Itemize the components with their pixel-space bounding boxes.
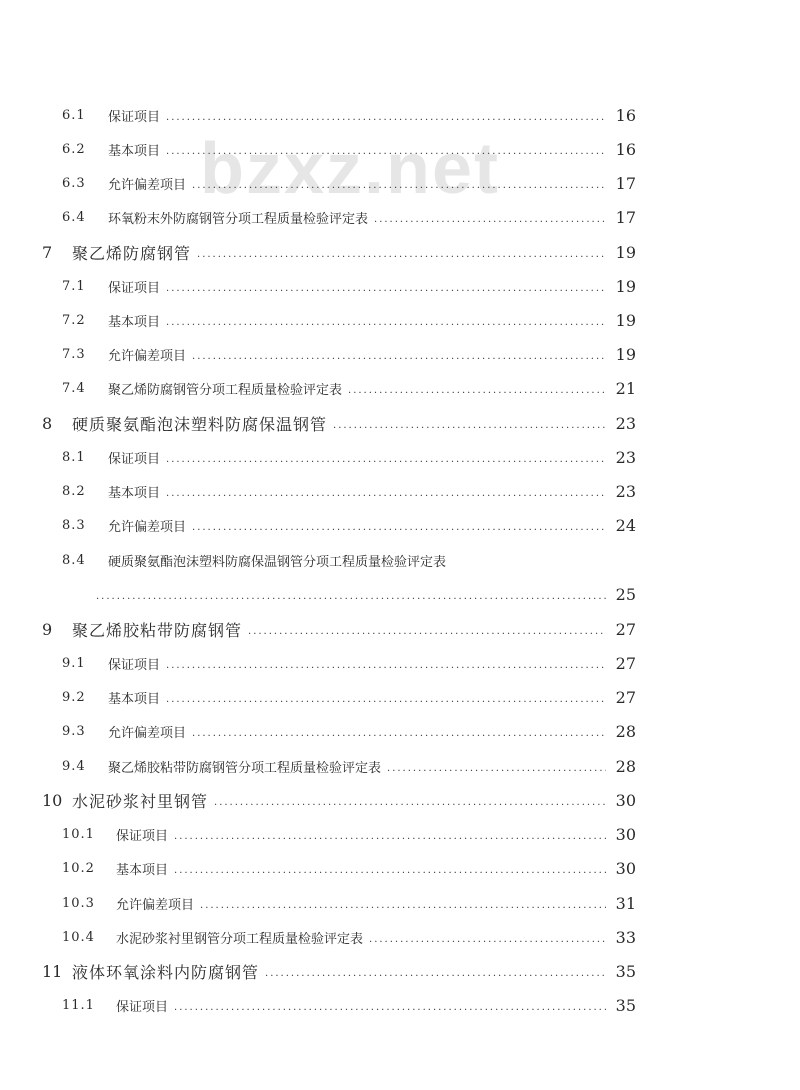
toc-page: 28: [615, 721, 636, 741]
toc-number: 8.1: [62, 449, 86, 465]
toc-title: 允许偏差项目: [116, 897, 195, 913]
toc-entry-10-2[interactable]: [62, 853, 636, 883]
dot-leader: [174, 831, 606, 842]
toc-entry-9-1[interactable]: [62, 648, 636, 678]
toc-title: 环氧粉末外防腐钢管分项工程质量检验评定表: [108, 211, 369, 227]
toc-entry-7-4[interactable]: [62, 373, 636, 403]
toc-entry-10-3[interactable]: [62, 888, 636, 918]
toc-title: 允许偏差项目: [108, 177, 187, 193]
toc-number: 9.4: [62, 758, 86, 774]
dot-leader: [369, 934, 606, 945]
dot-leader: [200, 900, 606, 911]
toc-entry-6-3[interactable]: [62, 168, 636, 198]
dot-leader: [166, 146, 606, 157]
toc-title: 保证项目: [116, 999, 169, 1015]
toc-number: 9.2: [62, 689, 86, 705]
toc-number: 10.4: [62, 929, 95, 945]
dot-leader: [166, 283, 606, 294]
toc-page: 19: [615, 344, 636, 364]
toc-page: 17: [615, 173, 636, 193]
toc-number: 8.3: [62, 517, 86, 533]
toc-entry-7-1[interactable]: [62, 271, 636, 301]
dot-leader: [214, 797, 606, 808]
toc-page: 30: [615, 790, 636, 810]
dot-leader: [333, 420, 606, 431]
dot-leader: [265, 968, 606, 979]
dot-leader: [96, 591, 606, 602]
toc-page: 30: [615, 824, 636, 844]
toc-title: 硬质聚氨酯泡沫塑料防腐保温钢管分项工程质量检验评定表: [108, 554, 447, 570]
toc-page: 19: [615, 276, 636, 296]
toc-page: 25: [615, 584, 636, 604]
toc-title: 基本项目: [108, 143, 161, 159]
toc-page: 19: [615, 310, 636, 330]
toc-number: 8.4: [62, 552, 86, 568]
dot-leader: [174, 865, 606, 876]
toc-page: 27: [615, 687, 636, 707]
toc-page: 27: [615, 653, 636, 673]
toc-number: 6.2: [62, 141, 86, 157]
toc-page: 28: [615, 756, 636, 776]
toc-number: 7.3: [62, 346, 86, 362]
toc-entry-8-1[interactable]: [62, 442, 636, 472]
toc-page: 27: [615, 619, 636, 639]
toc-number: 7.1: [62, 278, 86, 294]
toc-number: 8.2: [62, 483, 86, 499]
toc-title: 基本项目: [108, 485, 161, 501]
toc-title: 允许偏差项目: [108, 348, 187, 364]
toc-page: 23: [615, 481, 636, 501]
dot-leader: [248, 626, 606, 637]
toc-number: 10.2: [62, 860, 95, 876]
toc-chapter-8[interactable]: [42, 408, 636, 438]
toc-title: 聚乙烯胶粘带防腐钢管分项工程质量检验评定表: [108, 760, 382, 776]
toc-title: 硬质聚氨酯泡沫塑料防腐保温钢管: [72, 414, 328, 434]
toc-entry-8-4-continuation[interactable]: [96, 579, 636, 609]
toc-number: 7: [42, 242, 53, 262]
toc-entry-8-3[interactable]: [62, 510, 636, 540]
toc-number: 9.1: [62, 655, 86, 671]
toc-title: 保证项目: [108, 109, 161, 125]
toc-entry-11-1[interactable]: [62, 990, 636, 1020]
dot-leader: [166, 112, 606, 123]
toc-page: 35: [615, 961, 636, 981]
toc-entry-9-2[interactable]: [62, 682, 636, 712]
toc-title: 允许偏差项目: [108, 519, 187, 535]
toc-page: 24: [615, 515, 636, 535]
toc-entry-6-1[interactable]: [62, 100, 636, 130]
toc-entry-9-3[interactable]: [62, 716, 636, 746]
dot-leader: [166, 317, 606, 328]
toc-title: 液体环氧涂料内防腐钢管: [72, 962, 260, 982]
toc-number: 8: [42, 413, 53, 433]
toc-entry-8-2[interactable]: [62, 476, 636, 506]
toc-entry-6-4[interactable]: [62, 202, 636, 232]
toc-chapter-10[interactable]: [42, 785, 636, 815]
toc-entry-9-4[interactable]: [62, 751, 636, 781]
dot-leader: [166, 488, 606, 499]
toc-title: 基本项目: [108, 691, 161, 707]
toc-title: 水泥砂浆衬里钢管分项工程质量检验评定表: [116, 931, 364, 947]
toc-title: 保证项目: [108, 657, 161, 673]
toc-title: 水泥砂浆衬里钢管: [72, 791, 209, 811]
toc-entry-10-4[interactable]: [62, 922, 636, 952]
toc-title: 保证项目: [108, 280, 161, 296]
toc-number: 10: [42, 790, 63, 810]
toc-entry-8-4[interactable]: [62, 545, 636, 575]
dot-leader: [387, 763, 606, 774]
toc-page: 17: [615, 207, 636, 227]
dot-leader: [166, 454, 606, 465]
toc-page: 35: [615, 995, 636, 1015]
dot-leader: [348, 385, 606, 396]
toc-page: 31: [615, 893, 636, 913]
toc-title: 聚乙烯防腐钢管分项工程质量检验评定表: [108, 382, 343, 398]
toc-number: 10.3: [62, 895, 95, 911]
toc-number: 10.1: [62, 826, 95, 842]
dot-leader: [166, 694, 606, 705]
toc-number: 9.3: [62, 723, 86, 739]
dot-leader: [192, 522, 606, 533]
toc-number: 9: [42, 619, 53, 639]
dot-leader: [192, 728, 606, 739]
toc-chapter-11[interactable]: [42, 956, 636, 986]
toc-title: 保证项目: [108, 451, 161, 467]
toc-title: 聚乙烯胶粘带防腐钢管: [72, 620, 243, 640]
toc-page: 19: [615, 242, 636, 262]
toc-page: 21: [615, 378, 636, 398]
toc-entry-7-2[interactable]: [62, 305, 636, 335]
dot-leader: [374, 214, 606, 225]
dot-leader: [197, 249, 606, 260]
dot-leader: [192, 351, 606, 362]
toc-title: 允许偏差项目: [108, 725, 187, 741]
toc-title: 聚乙烯防腐钢管: [72, 243, 192, 263]
toc-entry-6-2[interactable]: [62, 134, 636, 164]
toc-title: 保证项目: [116, 828, 169, 844]
toc-number: 7.2: [62, 312, 86, 328]
toc-number: 11: [42, 961, 63, 981]
dot-leader: [166, 660, 606, 671]
toc-page: 23: [615, 413, 636, 433]
toc-page: 30: [615, 858, 636, 878]
toc-number: 6.4: [62, 209, 86, 225]
watermark: bzxz.net: [200, 129, 501, 209]
dot-leader: [174, 1002, 606, 1013]
toc-page: 16: [615, 105, 636, 125]
toc-entry-7-3[interactable]: [62, 339, 636, 369]
toc-number: 11.1: [62, 997, 95, 1013]
toc-chapter-9[interactable]: [42, 614, 636, 644]
toc-title: 基本项目: [116, 862, 169, 878]
toc-page: 16: [615, 139, 636, 159]
toc-page: 23: [615, 447, 636, 467]
toc-number: 6.1: [62, 107, 86, 123]
toc-entry-10-1[interactable]: [62, 819, 636, 849]
dot-leader: [192, 180, 606, 191]
toc-number: 7.4: [62, 380, 86, 396]
toc-number: 6.3: [62, 175, 86, 191]
toc-chapter-7[interactable]: [42, 237, 636, 267]
toc-title: 基本项目: [108, 314, 161, 330]
toc-page: 33: [615, 927, 636, 947]
